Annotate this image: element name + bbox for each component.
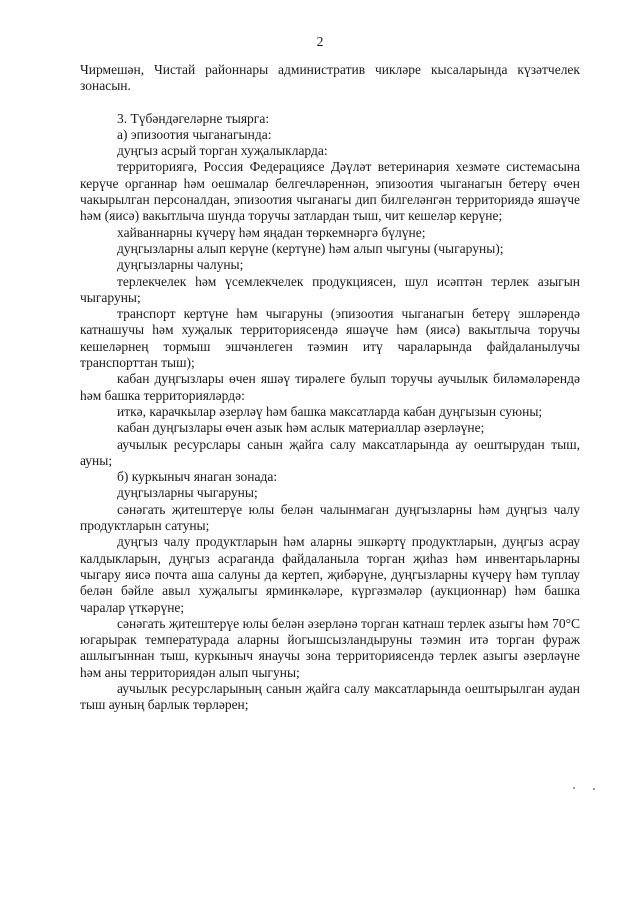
body-paragraph: сәнәгать җитештерүе юлы белән әзерләнә торган катнаш терлек азыгы һәм 70°С югарырак температурада аларны йогышсызландыруны тәэмин итә торган фураж ашлыгыннан тыш, куркыныч янаучы зона территориясендә терлек азыгы әзерләүне һәм аны территориядән алып чыгуны;	[80, 615, 580, 680]
scan-speck	[593, 788, 595, 790]
body-paragraph: терлекчелек һәм үсемлекчелек продукциясен, шул исәптән терлек азыгын чыгаруны;	[80, 273, 580, 305]
document-body	[80, 62, 580, 714]
body-paragraph: сәнәгать җитештерүе юлы белән чалынмаган дуңгызларны һәм дуңгыз чалу продуктларын сатуны;	[80, 501, 580, 534]
body-paragraph: хайваннарны күчерү һәм яңадан төркемнәргә бүлүне;	[117, 224, 426, 240]
body-paragraph: территориягә, Россия Федерациясе Дәүләт ветеринария хезмәте системасына керүче органнар һәм оешмалар белгечләреннән, эпизоотия чыганагын бетерү өчен чакырылган персоналдан, эпизоотия чыганагы дип билгеләнгән территориядә яшәүче һәм (яисә) вакытлыча шунда торучы затлардан тыш, чит кешеләр керүне;	[80, 159, 580, 224]
body-paragraph: дуңгызларны алып керүне (кертүне) һәм алып чыгуны (чыгаруны);	[117, 240, 504, 256]
body-paragraph: кабан дуңгызлары өчен яшәү тирәлеге булып торучы аучылык биләмәләрендә һәм башка территорияләрдә:	[80, 371, 580, 403]
body-paragraph: иткә, карачкылар әзерләү һәм башка максатларда кабан дуңгызын суюны;	[117, 403, 543, 419]
body-paragraph: 3. Түбәндәгеләрне тыярга:	[117, 110, 270, 126]
body-paragraph: Чирмешән, Чистай районнары административ чикләре кысаларында күзәтчелек зонасын.	[80, 62, 580, 94]
body-paragraph: дуңгыз чалу продуктларын һәм аларны эшкәртү продуктларын, дуңгыз асрау калдыкларын, дуңгыз асраганда файдаланыла торган җиһаз һәм инвентарьларны чыгару яисә почта аша салуны да кертеп, җибәрүне, дуңгызларны күчерү һәм туплау белән бәйле авыл хуҗалыгы ярминкәләре, күргәзмәләр (аукционнар) һәм башка чаралар үткәрүне;	[80, 534, 580, 615]
body-paragraph: аучылык ресурслары санын җайга салу максатларында ау оештырудан тыш, ауны;	[80, 436, 580, 468]
body-paragraph: дуңгызларны чыгаруны;	[117, 485, 258, 501]
body-paragraph: аучылык ресурсларының санын җайга салу максатларында оештырылган аудан тыш ауның барлык төрләрен;	[80, 680, 580, 713]
body-paragraph: дуңгызларны чалуны;	[117, 257, 244, 273]
page-number: 2	[316, 34, 324, 49]
body-paragraph: транспорт кертүне һәм чыгаруны (эпизоотия чыганагын бетерү эшләрендә катнашучы һәм хуҗалык территориясендә яшәүче һәм (яисә) вакытлыча торучы кешеләрнең тормыш эшчәнлеген тәэмин итү чараларында файдаланылучы транспорттан тыш);	[80, 306, 580, 371]
body-paragraph: кабан дуңгызлары өчен азык һәм аслык материаллар әзерләүне;	[117, 420, 485, 436]
body-paragraph: а) эпизоотия чыганагында:	[117, 126, 272, 142]
body-paragraph: дуңгыз асрый торган хуҗалыкларда:	[117, 143, 328, 159]
scan-speck	[573, 787, 575, 789]
body-paragraph: б) куркыныч янаган зонада:	[117, 469, 278, 485]
